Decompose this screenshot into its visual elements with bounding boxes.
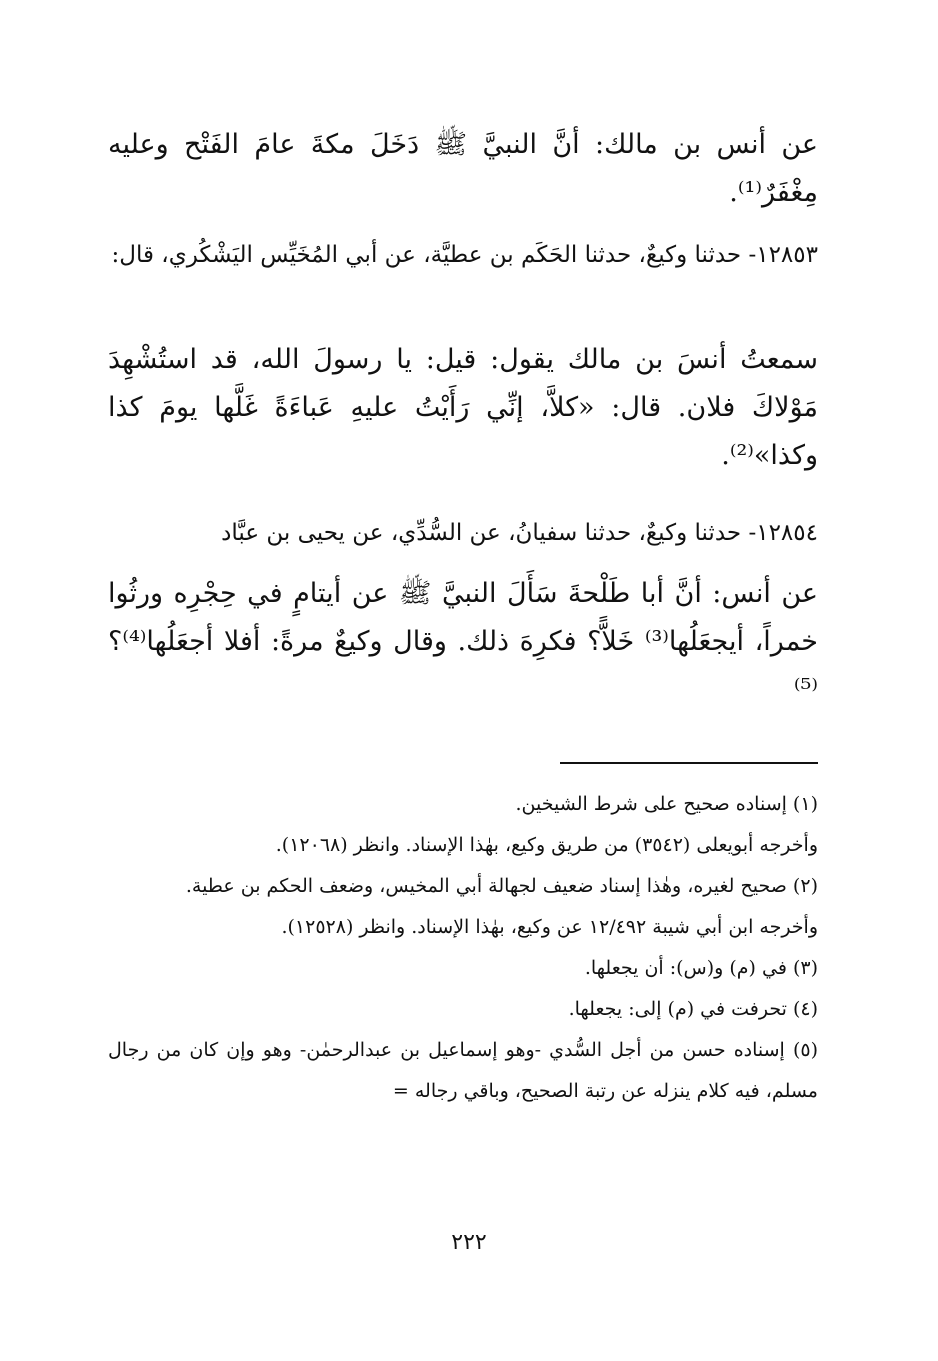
paragraph-anas-maghfar bbox=[108, 121, 818, 217]
hadith-12853-isnad bbox=[108, 232, 818, 278]
footnote-1: (١) إسناده صحيح على شرط الشيخين. bbox=[515, 793, 818, 815]
main-text: عن أنس: أنَّ أبا طَلْحةَ سَأَلَ النبيَّ ﷺ عن أيتامٍ في حِجْرِه ورثُوا خمراً، أيجعَلُها⁽³⁾ خَلاًّ؟ فكرِهَ ذلك. وقال وكيعٌ مرةً: أفلا أجعَلُها⁽⁴⁾؟⁽⁵⁾ bbox=[108, 578, 818, 705]
footnote-2: (٢) صحيح لغيره، وهٰذا إسناد ضعيف لجهالة أبي المخيس، وضعف الحكم بن عطية. bbox=[185, 875, 818, 897]
page-number: ٢٢٢ bbox=[451, 1230, 487, 1255]
footnote-2-continued: وأخرجه ابن أبي شيبة ١٢/٤٩٢ عن وكيع، بهٰذا الإسناد. وانظر (١٢٥٢٨). bbox=[281, 916, 818, 938]
paragraph-anas-abaa bbox=[108, 336, 818, 480]
footnote-3: (٣) في (م) و(س): أن يجعلها. bbox=[584, 957, 818, 979]
main-text: سمعتُ أنسَ بن مالك يقول: قيل: يا رسولَ الله، قد استُشْهِدَ مَوْلاكَ فلان. قال: «كلاَّ، إنِّي رَأَيْتُ عليهِ عَباءَةً غَلَّها يومَ كذا وكذا»⁽²⁾. bbox=[108, 344, 818, 471]
paragraph-abu-talha bbox=[108, 570, 818, 714]
footnote-5: (٥) إسناده حسن من أجل السُّدي -وهو إسماعيل بن عبدالرحمٰن- وهو وإن كان من رجال مسلم، فيه كلام ينزله عن رتبة الصحيح، وباقي رجاله = bbox=[108, 1039, 818, 1102]
hadith-12854-isnad bbox=[108, 510, 818, 556]
footnote-1-continued: وأخرجه أبويعلى (٣٥٤٢) من طريق وكيع، بهٰذا الإسناد. وانظر (١٢٠٦٨). bbox=[275, 834, 818, 856]
isnad-text: ١٢٨٥٣- حدثنا وكيعٌ، حدثنا الحَكَم بن عطيَّة، عن أبي المُخَيِّس اليَشْكُري، قال: bbox=[111, 242, 818, 268]
footnote-divider bbox=[560, 762, 818, 764]
isnad-text: ١٢٨٥٤- حدثنا وكيعٌ، حدثنا سفيانُ، عن السُّدِّي، عن يحيى بن عبَّاد bbox=[221, 520, 818, 546]
footnotes bbox=[108, 784, 818, 1112]
footnote-4: (٤) تحرفت في (م) إلى: يجعلها. bbox=[568, 998, 818, 1020]
main-text: عن أنس بن مالك: أنَّ النبيَّ ﷺ دَخَلَ مكةَ عامَ الفَتْح وعليه مِغْفَرٌ⁽¹⁾. bbox=[108, 129, 818, 208]
